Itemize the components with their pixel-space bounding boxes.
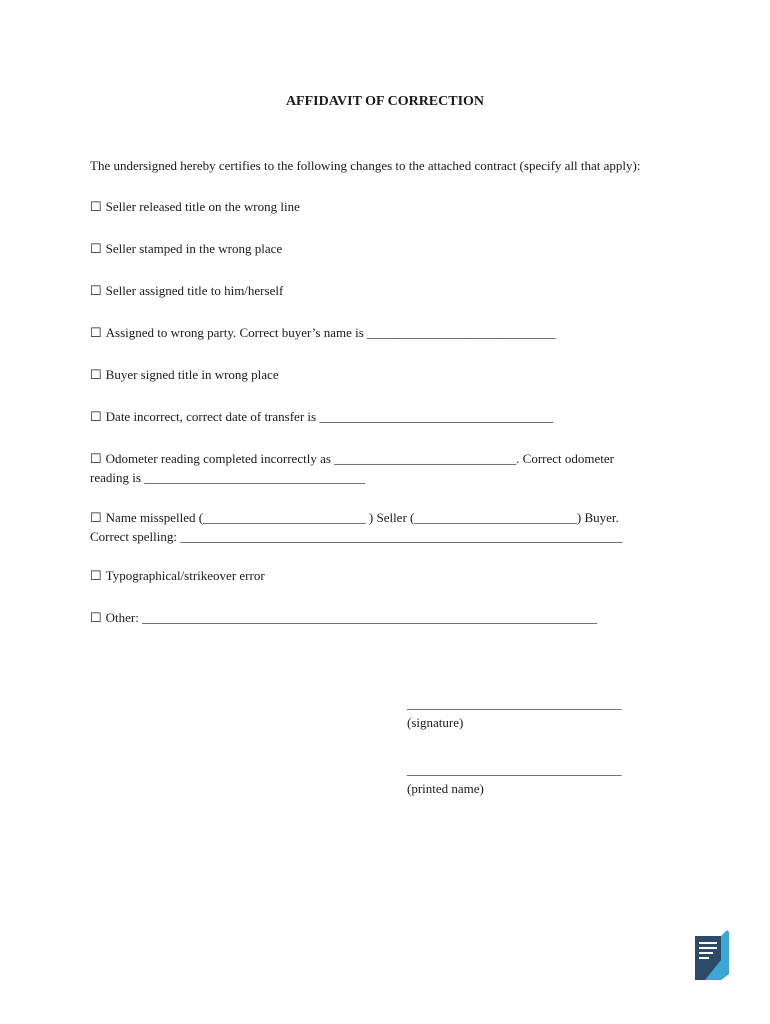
item-label: Seller released title on the wrong line (105, 199, 300, 214)
intro-text: The undersigned hereby certifies to the following changes to the attached contract (specify all that apply): (90, 158, 641, 173)
item-label-continued: Correct spelling: ____________________________________________________________________ (90, 529, 623, 544)
checkbox-icon[interactable]: ☐ (90, 367, 102, 382)
document-title: AFFIDAVIT OF CORRECTION (285, 94, 485, 109)
checkbox-icon[interactable]: ☐ (90, 325, 102, 340)
signature-line[interactable]: _________________________________ (407, 696, 622, 711)
item-odometer-incorrect (90, 449, 614, 487)
printed-name-label: (printed name) (407, 781, 484, 796)
printed-name-line[interactable]: _________________________________ (407, 762, 622, 777)
item-label: Buyer signed title in wrong place (105, 367, 279, 382)
signature-block (407, 694, 622, 732)
item-buyer-signed-wrong-place (90, 365, 279, 384)
checkbox-icon[interactable]: ☐ (90, 510, 102, 525)
item-label: Seller assigned title to him/herself (105, 283, 284, 298)
item-other (90, 608, 597, 627)
checkbox-icon[interactable]: ☐ (90, 451, 102, 466)
printed-name-block (407, 760, 622, 798)
checkbox-icon[interactable]: ☐ (90, 610, 102, 625)
checkbox-icon[interactable]: ☐ (90, 199, 102, 214)
item-seller-released-wrong-line (90, 197, 300, 216)
document-logo-icon (691, 928, 731, 982)
item-label: Other: ______________________________________________________________________ (105, 610, 598, 625)
item-date-incorrect (90, 407, 553, 426)
checkbox-icon[interactable]: ☐ (90, 409, 102, 424)
item-label: Date incorrect, correct date of transfer is ____________________________________ (105, 409, 554, 424)
checkbox-icon[interactable]: ☐ (90, 283, 102, 298)
item-seller-assigned-self (90, 281, 283, 300)
item-assigned-wrong-party (90, 323, 556, 342)
item-name-misspelled (90, 508, 622, 546)
item-label: Name misspelled (_________________________ ) Seller (_________________________) Buyer. (105, 510, 619, 525)
item-label: Assigned to wrong party. Correct buyer’s name is _____________________________ (105, 325, 556, 340)
checkbox-icon[interactable]: ☐ (90, 241, 102, 256)
item-label-continued: reading is __________________________________ (90, 470, 366, 485)
item-seller-stamped-wrong-place (90, 239, 282, 258)
signature-label: (signature) (407, 715, 464, 730)
item-label: Odometer reading completed incorrectly as ____________________________. Correct odometer (105, 451, 614, 466)
checkbox-icon[interactable]: ☐ (90, 568, 102, 583)
item-label: Seller stamped in the wrong place (105, 241, 283, 256)
item-typographical-error (90, 566, 265, 585)
item-label: Typographical/strikeover error (105, 568, 265, 583)
